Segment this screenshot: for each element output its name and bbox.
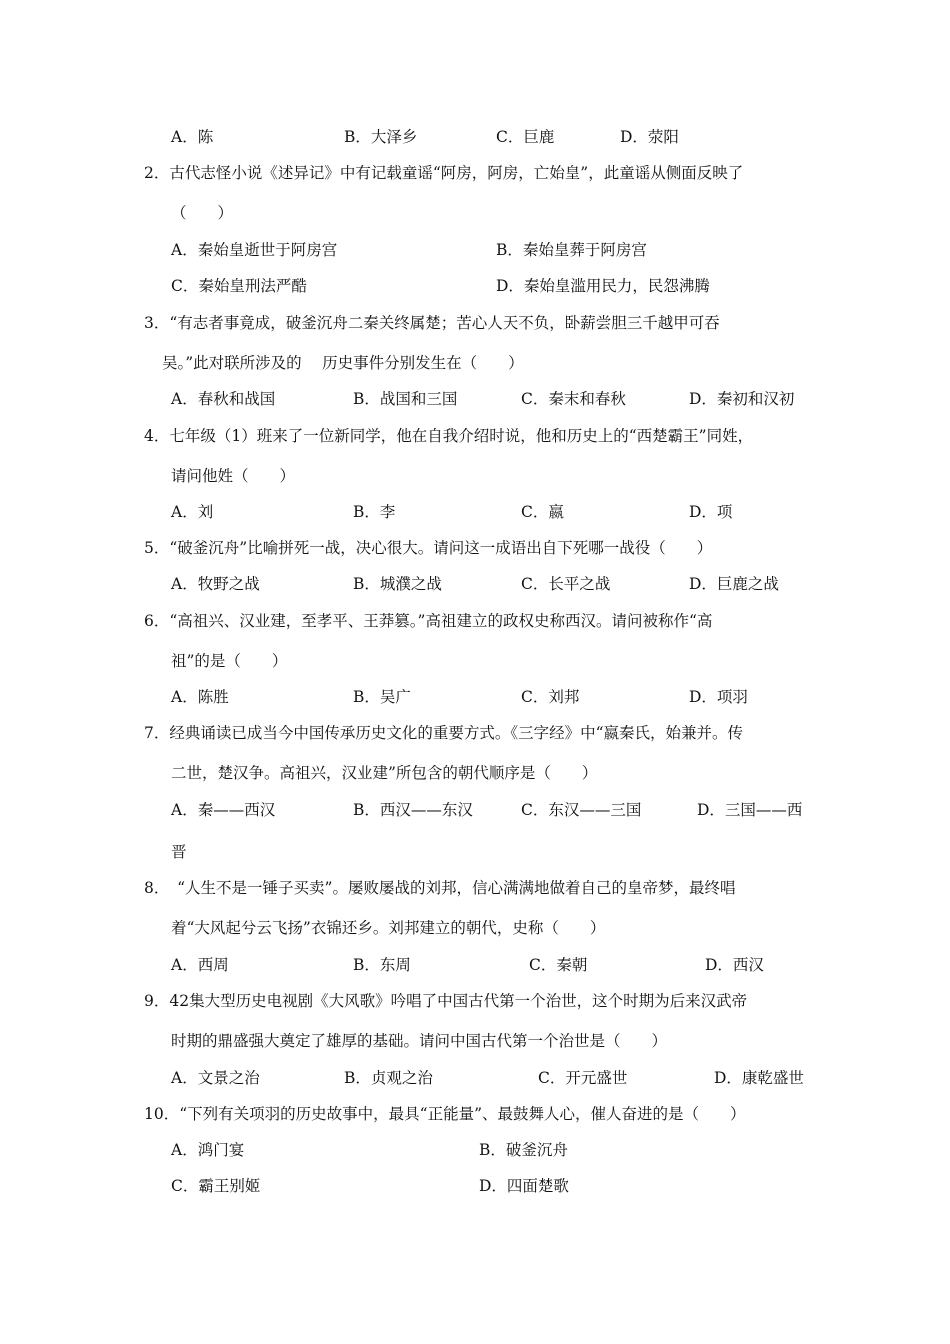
q6-option-b: B．吴广 [353,688,411,706]
q4-option-d: D．项 [689,503,733,521]
q3-option-d: D．秦初和汉初 [689,390,795,408]
q5-stem: 5．“破釜沉舟”比喻拼死一战，决心很大。请问这一成语出自下死哪一战役（ ） [144,539,713,557]
q4-stem-cont: 请问他姓（ ） [171,467,296,485]
q3-stem: 3．“有志者事竟成，破釜沉舟二秦关终属楚；苦心人天不负，卧薪尝胆三千越甲可吞 [144,314,720,332]
q3-option-a: A．春秋和战国 [171,390,276,408]
q7-stem: 7．经典诵读已成当今中国传承历史文化的重要方式。《三字经》中“嬴秦氏，始兼并。传 [144,724,744,742]
q4-stem: 4．七年级（1）班来了一位新同学，他在自我介绍时说，他和历史上的“西楚霸王”同姓， [144,427,754,445]
q8-stem-cont: 着“大风起兮云飞扬”衣锦还乡。刘邦建立的朝代，史称（ ） [171,919,606,937]
q9-stem: 9．42集大型历史电视剧《大风歌》吟唱了中国古代第一个治世，这个时期为后来汉武帝 [144,992,748,1010]
q9-stem-cont: 时期的鼎盛强大奠定了雄厚的基础。请问中国古代第一个治世是（ ） [171,1032,668,1050]
q7-option-b: B．西汉——东汉 [353,801,473,819]
q7-option-d-wrap: 晋 [171,843,187,861]
q3-option-c: C．秦末和春秋 [521,390,626,408]
q10-option-c: C．霸王别姬 [171,1177,261,1195]
q3-option-b: B．战国和三国 [353,390,458,408]
q7-option-c: C．东汉——三国 [521,801,642,819]
q10-option-b: B．破釜沉舟 [479,1141,568,1159]
q8-option-b: B．东周 [353,956,411,974]
q2-option-d: D．秦始皇滥用民力，民怨沸腾 [496,277,710,295]
q4-option-b: B．李 [353,503,396,521]
q8-option-a: A．西周 [171,956,229,974]
q1-option-c: C．巨鹿 [496,128,555,146]
q10-stem: 10．“下列有关项羽的历史故事中，最具“正能量”、最鼓舞人心，催人奋进的是（ ） [144,1105,746,1123]
q1-option-a: A．陈 [171,128,214,146]
q10-option-d: D．四面楚歌 [479,1177,569,1195]
q7-stem-cont: 二世，楚汉争。高祖兴，汉业建”所包含的朝代顺序是（ ） [171,764,598,782]
q7-option-d: D．三国——西 [697,801,803,819]
q3-stem-cont: 吴。”此对联所涉及的 历史事件分别发生在（ ） [162,354,524,372]
q5-option-c: C．长平之战 [521,575,611,593]
q10-option-a: A．鸿门宴 [171,1141,245,1159]
q9-option-b: B．贞观之治 [344,1069,433,1087]
q1-option-b: B．大泽乡 [344,128,418,146]
q1-option-d: D．荥阳 [620,128,679,146]
q5-option-b: B．城濮之战 [353,575,442,593]
q9-option-d: D．康乾盛世 [714,1069,804,1087]
q7-option-a: A．秦——西汉 [171,801,276,819]
q2-option-b: B．秦始皇葬于阿房宫 [496,241,647,259]
q5-option-d: D．巨鹿之战 [689,575,779,593]
q4-option-a: A．刘 [171,503,214,521]
q2-option-c: C．秦始皇刑法严酷 [171,277,307,295]
q6-stem-cont: 祖”的是（ ） [171,652,288,670]
q8-option-d: D．西汉 [705,956,764,974]
q6-stem: 6．“高祖兴、汉业建，至孝平、王莽篡。”高祖建立的政权史称西汉。请问被称作“高 [144,612,713,630]
q9-option-c: C．开元盛世 [538,1069,628,1087]
q6-option-d: D．项羽 [689,688,748,706]
q8-stem: 8． “人生不是一锤子买卖”。屡败屡战的刘邦，信心满满地做着自己的皇帝梦，最终唱 [144,879,736,897]
q4-option-c: C．嬴 [521,503,564,521]
q2-option-a: A．秦始皇逝世于阿房宫 [171,241,338,259]
q8-option-c: C．秦朝 [529,956,588,974]
q5-option-a: A．牧野之战 [171,575,260,593]
q2-stem: 2．古代志怪小说《述异记》中有记载童谣“阿房，阿房，亡始皇”，此童谣从侧面反映了 [144,164,744,182]
q6-option-c: C．刘邦 [521,688,580,706]
q2-stem-cont: （ ） [171,204,234,222]
q6-option-a: A．陈胜 [171,688,229,706]
q9-option-a: A．文景之治 [171,1069,260,1087]
